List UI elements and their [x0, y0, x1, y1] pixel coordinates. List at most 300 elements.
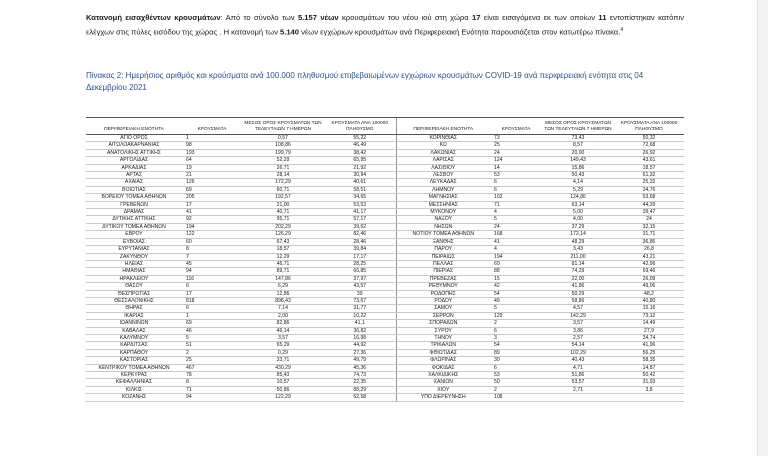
cell-cases-left: 64 [182, 157, 242, 164]
cell-cases-right: 24 [490, 149, 542, 156]
cell-cases-left: 25 [182, 357, 242, 364]
intro-paragraph [86, 11, 684, 39]
table-row [86, 320, 684, 327]
cell-avg-right: 4,57 [542, 305, 614, 312]
cell-per100k-right: 14,49 [614, 320, 684, 327]
cell-per100k-right: 15,16 [614, 305, 684, 312]
cell-cases-right: 5 [490, 216, 542, 223]
imported-cases: 17 [471, 13, 481, 22]
cell-region-right: ΧΙΟΥ [396, 386, 490, 393]
cell-avg-left: 6,29 [242, 283, 324, 290]
cell-cases-left: 94 [182, 268, 242, 275]
table-row [86, 246, 684, 253]
cell-avg-left: 199,79 [242, 149, 324, 156]
total-new-cases: 5.157 νέων [297, 13, 339, 22]
table-row [86, 283, 684, 290]
cell-region-right: ΚΩ [396, 142, 490, 149]
cell-per100k-left: 66,85 [324, 268, 396, 275]
cell-cases-right: 73 [490, 135, 542, 142]
cell-region-left: ΖΑΚΥΝΘΟΥ [86, 253, 182, 260]
cell-avg-left: 108,86 [242, 142, 324, 149]
cell-cases-left: 17 [182, 201, 242, 208]
cell-per100k-right: 27,9 [614, 327, 684, 334]
cell-avg-left: 2,00 [242, 312, 324, 319]
cell-cases-left: 6 [182, 283, 242, 290]
table-row [86, 349, 684, 356]
cell-cases-left: 194 [182, 223, 242, 230]
header-cases-right: ΚΡΟΥΣΜΑΤΑ [490, 118, 542, 135]
cell-avg-left: 7,14 [242, 305, 324, 312]
cell-avg-right: 54,14 [542, 342, 614, 349]
cell-per100k-right: 41,96 [614, 342, 684, 349]
cell-region-right: ΧΑΝΙΩΝ [396, 379, 490, 386]
intro-text-3: είναι εισαγόμενα εκ των οποίων [480, 13, 599, 22]
intro-text-2: κρουσμάτων του νέου ιού στη χώρα [338, 13, 472, 22]
table-row [86, 290, 684, 297]
cell-per100k-right: 61,32 [614, 172, 684, 179]
cell-cases-right: 6 [490, 186, 542, 193]
cell-region-left: ΚΕΦΑΛΛΗΝΙΑΣ [86, 379, 182, 386]
cell-per100k-left: 34,65 [324, 194, 396, 201]
cell-region-left: ΔΥΤΙΚΗΣ ΑΤΤΙΚΗΣ [86, 216, 182, 223]
cell-avg-right: 142,29 [542, 312, 614, 319]
cell-region-left: ΑΡΤΑΣ [86, 172, 182, 179]
cell-region-right: ΤΡΙΚΑΛΩΝ [396, 342, 490, 349]
header-per100k-left: ΚΡΟΥΣΜΑΤΑ ΑΝΑ 100000 ΠΛΗΘΥΣΜΟ [324, 118, 396, 135]
header-avg-left: ΜΕΣΟΣ ΟΡΟΣ ΚΡΟΥΣΜΑΤΩΝ ΤΩΝ ΤΕΛΕΥΤΑΙΩΝ 7 ΗΜΕΡΩΝ [242, 118, 324, 135]
cell-per100k-left: 43,57 [324, 283, 396, 290]
cell-region-left: ΚΕΡΚΥΡΑΣ [86, 372, 182, 379]
cell-region-right: ΠΙΕΡΙΑΣ [396, 268, 490, 275]
cell-cases-right: 108 [490, 394, 542, 401]
header-avg-right: ΜΕΣΟΣ ΟΡΟΣ ΚΡΟΥΣΜΑΤΩΝ ΤΩΝ ΤΕΛΕΥΤΑΙΩΝ 7 ΗΜΕΡΩΝ [542, 118, 614, 135]
cell-avg-right: 50,43 [542, 172, 614, 179]
cell-avg-right: 3,43 [542, 246, 614, 253]
cell-avg-right [542, 394, 614, 401]
cell-per100k-right: 32,15 [614, 223, 684, 230]
cell-per100k-left: 36,82 [324, 327, 396, 334]
cell-avg-right: 172,14 [542, 231, 614, 238]
cell-region-left: ΒΟΡΕΙΟΥ ΤΟΜΕΑ ΑΘΗΝΩΝ [86, 194, 182, 201]
cell-per100k-left: 41,1 [324, 320, 396, 327]
cell-per100k-right: 50,42 [614, 372, 684, 379]
cell-avg-left: 12,86 [242, 290, 324, 297]
intro-text-4: εντοπίστηκαν κατόπιν ελέγχων στις πύλες εισόδου της χώρας . Η κατανομή των [86, 13, 685, 37]
cell-region-left: ΘΑΣΟΥ [86, 283, 182, 290]
cell-per100k-right: 43,21 [614, 253, 684, 260]
cell-per100k-right: 18,57 [614, 164, 684, 171]
cell-cases-right: 71 [490, 201, 542, 208]
table-row [86, 135, 684, 142]
cell-per100k-right: 26,8 [614, 246, 684, 253]
table-row [86, 238, 684, 245]
header-region-left: ΠΕΡΙΦΕΡΕΙΑΚΗ ΕΝΟΤΗΤΑ [86, 118, 182, 135]
cell-per100k-right: 72,68 [614, 142, 684, 149]
cell-per100k-left: 30,94 [324, 172, 396, 179]
cell-avg-right: 5,29 [542, 186, 614, 193]
cell-per100k-left: 31,77 [324, 305, 396, 312]
cell-region-left: ΗΡΑΚΛΕΙΟΥ [86, 275, 182, 282]
cell-per100k-left: 21,92 [324, 164, 396, 171]
cell-cases-left: 21 [182, 172, 242, 179]
cell-cases-right: 2 [490, 320, 542, 327]
cell-region-right: ΣΠΟΡΑΔΩΝ [396, 320, 490, 327]
cell-avg-left: 50,86 [242, 386, 324, 393]
cell-cases-right: 4 [490, 209, 542, 216]
cell-per100k-left: 57,17 [324, 216, 396, 223]
cell-cases-left: 45 [182, 260, 242, 267]
cell-per100k-right: 43,61 [614, 157, 684, 164]
cell-avg-right: 15,86 [542, 164, 614, 171]
cell-per100k-right: 40,80 [614, 297, 684, 304]
cell-per100k-left: 38,42 [324, 149, 396, 156]
table-row [86, 357, 684, 364]
cell-region-left: ΔΡΑΜΑΣ [86, 209, 182, 216]
scrollbar[interactable] [757, 0, 768, 456]
cell-cases-right: 194 [490, 253, 542, 260]
header-per100k-right: ΚΡΟΥΣΜΑΤΑ ΑΝΑ 100000 ΠΛΗΘΥΣΜΟ [614, 118, 684, 135]
cell-cases-right: 54 [490, 342, 542, 349]
cell-per100k-left: 82,46 [324, 231, 396, 238]
cell-per100k-left: 44,92 [324, 342, 396, 349]
cell-per100k-right: 73,12 [614, 312, 684, 319]
table-row [86, 275, 684, 282]
cell-region-right: ΜΑΓΝΗΣΙΑΣ [396, 194, 490, 201]
table-body [86, 135, 684, 402]
cell-region-right: ΠΕΙΡΑΙΩΣ [396, 253, 490, 260]
cell-region-left: ΚΟΖΑΝΗΣ [86, 394, 182, 401]
cell-per100k-left: 41,17 [324, 209, 396, 216]
cell-cases-left: 51 [182, 342, 242, 349]
cell-cases-right: 3 [490, 334, 542, 341]
cell-avg-right: 58,86 [542, 297, 614, 304]
cell-cases-left: 69 [182, 320, 242, 327]
cell-cases-right: 41 [490, 238, 542, 245]
cell-region-left: ΑΡΚΑΔΙΑΣ [86, 164, 182, 171]
cell-avg-right: 3,86 [542, 327, 614, 334]
cell-per100k-right: 69,46 [614, 268, 684, 275]
cell-region-left: ΗΛΕΙΑΣ [86, 260, 182, 267]
cell-region-right: ΠΕΛΛΑΣ [396, 260, 490, 267]
cell-per100k-left: 27,36 [324, 349, 396, 356]
table-row [86, 201, 684, 208]
cell-per100k-right: 39,47 [614, 209, 684, 216]
table-row [86, 216, 684, 223]
cell-per100k-right: 36,86 [614, 238, 684, 245]
cell-per100k-left: 45,36 [324, 364, 396, 371]
header-cases-left: ΚΡΟΥΣΜΑΤΑ [182, 118, 242, 135]
cell-per100k-left: 88,29 [324, 386, 396, 393]
cell-cases-right: 49 [490, 297, 542, 304]
cell-cases-right: 4 [490, 246, 542, 253]
cell-cases-left: 1 [182, 312, 242, 319]
cases-table [86, 118, 684, 402]
cell-avg-right: 3,57 [542, 320, 614, 327]
cell-per100k-right: 26,09 [614, 275, 684, 282]
intro-text-1: : Από το σύνολο των [220, 13, 298, 22]
intro-text-5: νέων εγχώριων κρουσμάτων ανά Περιφερειακή Ενότητα παρουσιάζεται στον κατωτέρω πίνακα. [299, 27, 621, 37]
table-row [86, 394, 684, 401]
table-caption: Πίνακας 2: Ημερήσιος αριθμός και κρούσματα ανά 100.000 πληθυσμού επιβεβαιωμένων εγχώριων κρουσμάτων COVID-19 ανά περιφερειακή ενότητα στις 04 Δεκεμβρίου 2021 [86, 71, 644, 92]
cell-per100k-left: 28,46 [324, 238, 396, 245]
cell-cases-right: 89 [490, 349, 542, 356]
header-region-right: ΠΕΡΙΦΕΡΕΙΑΚΗ ΕΝΟΤΗΤΑ [396, 118, 490, 135]
cell-per100k-left: 55,22 [324, 135, 396, 142]
table-row [86, 334, 684, 341]
cell-region-right: ΝΗΣΩΝ [396, 223, 490, 230]
cell-per100k-left: 53,53 [324, 201, 396, 208]
table-row [86, 253, 684, 260]
cell-avg-left: 21,00 [242, 201, 324, 208]
cell-cases-left: 19 [182, 164, 242, 171]
table-row [86, 179, 684, 186]
cell-per100k-left: 74,73 [324, 372, 396, 379]
cell-cases-right: 124 [490, 157, 542, 164]
table-row [86, 223, 684, 230]
cell-avg-left: 28,14 [242, 172, 324, 179]
cell-avg-right: 20,00 [542, 149, 614, 156]
cell-avg-right: 37,29 [542, 223, 614, 230]
cell-per100k-left: 40,61 [324, 179, 396, 186]
cell-avg-left: 89,71 [242, 268, 324, 275]
cell-avg-left: 18,57 [242, 246, 324, 253]
cell-per100k-right: 56,25 [614, 349, 684, 356]
cell-avg-right: 149,43 [542, 157, 614, 164]
table-row [86, 209, 684, 216]
cell-cases-left: 8 [182, 379, 242, 386]
cell-region-right: ΦΩΚΙΔΑΣ [396, 364, 490, 371]
cell-region-right: ΛΑΡΙΣΑΣ [396, 157, 490, 164]
cell-per100k-right: 34,76 [614, 186, 684, 193]
table-row [86, 268, 684, 275]
cell-cases-left: 6 [182, 305, 242, 312]
table-row [86, 186, 684, 193]
cell-cases-right: 5 [490, 305, 542, 312]
cell-cases-left: 818 [182, 297, 242, 304]
cell-avg-right: 48,29 [542, 238, 614, 245]
cell-per100k-left: 39 [324, 290, 396, 297]
cell-cases-right: 50 [490, 379, 542, 386]
cell-region-right: ΝΑΞΟΥ [396, 216, 490, 223]
cell-per100k-left: 39,62 [324, 223, 396, 230]
cell-cases-right: 15 [490, 275, 542, 282]
cell-region-right: ΡΟΔΟΠΗΣ [396, 290, 490, 297]
cell-avg-right: 124,86 [542, 194, 614, 201]
table-row [86, 342, 684, 349]
cell-per100k-right: 42,96 [614, 260, 684, 267]
cell-avg-left: 60,71 [242, 186, 324, 193]
cell-per100k-left: 22,35 [324, 379, 396, 386]
cell-avg-right: 41,86 [542, 283, 614, 290]
cell-region-left: ΗΜΑΘΙΑΣ [86, 268, 182, 275]
cell-avg-left: 3,57 [242, 334, 324, 341]
cell-avg-left: 122,29 [242, 394, 324, 401]
cell-cases-left: 2 [182, 349, 242, 356]
cell-per100k-left: 58,51 [324, 186, 396, 193]
table-row [86, 379, 684, 386]
table-row [86, 364, 684, 371]
cell-per100k-right: 53,68 [614, 194, 684, 201]
cell-avg-left: 192,57 [242, 194, 324, 201]
cell-cases-right: 24 [490, 223, 542, 230]
cell-region-left: ΑΧΑΪΑΣ [86, 179, 182, 186]
cell-region-right: ΡΟΔΟΥ [396, 297, 490, 304]
cell-per100k-left: 39,84 [324, 246, 396, 253]
cell-region-right: ΡΕΘΥΜΝΟΥ [396, 283, 490, 290]
cell-cases-right: 60 [490, 260, 542, 267]
table-row [86, 372, 684, 379]
cell-region-left: ΕΥΡΥΤΑΝΙΑΣ [86, 246, 182, 253]
cell-avg-left: 40,71 [242, 209, 324, 216]
table-row [86, 312, 684, 319]
cell-region-right: ΣΕΡΡΩΝ [396, 312, 490, 319]
cell-per100k-left: 49,79 [324, 357, 396, 364]
cell-avg-left: 95,71 [242, 216, 324, 223]
cell-avg-left: 147,86 [242, 275, 324, 282]
cell-cases-left: 98 [182, 142, 242, 149]
cell-avg-right: 2,57 [542, 334, 614, 341]
cell-per100k-right: 31,93 [614, 379, 684, 386]
cell-cases-left: 122 [182, 231, 242, 238]
cell-cases-left: 94 [182, 394, 242, 401]
cell-per100k-right: 48,2 [614, 290, 684, 297]
cell-region-right: ΧΑΛΚΙΔΙΚΗΣ [396, 372, 490, 379]
cell-region-right: ΞΑΝΘΗΣ [396, 238, 490, 245]
table-row [86, 164, 684, 171]
cell-cases-left: 78 [182, 372, 242, 379]
cell-cases-right: 30 [490, 357, 542, 364]
cell-per100k-left: 46,49 [324, 142, 396, 149]
cell-per100k-right: 24 [614, 216, 684, 223]
table-row [86, 172, 684, 179]
cell-region-left: ΕΒΡΟΥ [86, 231, 182, 238]
cell-per100k-right: 25,32 [614, 179, 684, 186]
cell-region-right: ΣΑΜΟΥ [396, 305, 490, 312]
cell-region-right: ΦΛΩΡΙΝΑΣ [396, 357, 490, 364]
cell-avg-left: 430,29 [242, 364, 324, 371]
cell-region-left: ΚΑΛΥΜΝΟΥ [86, 334, 182, 341]
cell-avg-left: 33,71 [242, 357, 324, 364]
cell-region-left: ΘΗΡΑΣ [86, 305, 182, 312]
cell-cases-left: 116 [182, 275, 242, 282]
table-row [86, 149, 684, 156]
cell-avg-right: 22,00 [542, 275, 614, 282]
cell-avg-left: 85,43 [242, 372, 324, 379]
cell-avg-right: 4,14 [542, 179, 614, 186]
cell-region-right: ΝΟΤΙΟΥ ΤΟΜΕΑ ΑΘΗΝΩΝ [396, 231, 490, 238]
cell-per100k-left: 17,17 [324, 253, 396, 260]
cell-avg-right: 4,71 [542, 364, 614, 371]
cell-avg-left: 202,29 [242, 223, 324, 230]
cell-avg-left: 52,29 [242, 157, 324, 164]
cell-per100k-right: 50,32 [614, 135, 684, 142]
cell-avg-right: 73,43 [542, 135, 614, 142]
cell-cases-left: 92 [182, 216, 242, 223]
cell-avg-right: 211,00 [542, 253, 614, 260]
cell-region-left: ΚΑΡΔΙΤΣΑΣ [86, 342, 182, 349]
cell-region-right: ΛΕΣΒΟΥ [396, 172, 490, 179]
cell-region-right: ΤΗΝΟΥ [396, 334, 490, 341]
intro-title: Κατανομή εισαχθέντων κρουσμάτων [86, 13, 221, 22]
cell-per100k-right: 34,74 [614, 334, 684, 341]
cell-region-left: ΓΡΕΒΕΝΩΝ [86, 201, 182, 208]
cell-per100k-left: 73,67 [324, 297, 396, 304]
cell-region-left: ΒΟΙΩΤΙΑΣ [86, 186, 182, 193]
table-row [86, 305, 684, 312]
cell-region-right: ΜΕΣΣΗΝΙΑΣ [396, 201, 490, 208]
cell-avg-left: 898,43 [242, 297, 324, 304]
cell-region-right: ΣΥΡΟΥ [396, 327, 490, 334]
table-row [86, 194, 684, 201]
cell-avg-left: 10,57 [242, 379, 324, 386]
cell-avg-right: 5,00 [542, 209, 614, 216]
cell-cases-left: 1 [182, 135, 242, 142]
cell-cases-left: 69 [182, 186, 242, 193]
cell-region-right: ΚΟΡΙΝΘΙΑΣ [396, 135, 490, 142]
cell-avg-left: 0,29 [242, 349, 324, 356]
cell-per100k-right: 44,39 [614, 201, 684, 208]
cell-cases-right: 6 [490, 327, 542, 334]
cell-region-right: ΜΥΚΟΝΟΥ [396, 209, 490, 216]
cell-region-right: ΦΘΙΩΤΙΔΑΣ [396, 349, 490, 356]
cell-cases-right: 129 [490, 312, 542, 319]
cell-cases-left: 60 [182, 238, 242, 245]
cell-region-left: ΘΕΣΣΑΛΟΝΙΚΗΣ [86, 297, 182, 304]
cell-cases-right: 2 [490, 386, 542, 393]
cell-cases-right: 6 [490, 364, 542, 371]
cell-cases-right: 42 [490, 283, 542, 290]
cell-avg-right: 2,71 [542, 386, 614, 393]
cell-per100k-right: 3,8 [614, 386, 684, 393]
table-row [86, 260, 684, 267]
cell-avg-right: 53,57 [542, 379, 614, 386]
cases-table-container [86, 117, 684, 402]
table-row [86, 386, 684, 393]
cell-region-left: ΑΝΑΤΟΛΙΚΗΣ ΑΤΤΙΚΗΣ [86, 149, 182, 156]
table-row [86, 297, 684, 304]
cell-region-left: ΕΥΒΟΙΑΣ [86, 238, 182, 245]
cell-region-left: ΙΚΑΡΙΑΣ [86, 312, 182, 319]
cell-cases-left: 5 [182, 334, 242, 341]
cell-region-left: ΚΕΝΤΡΙΚΟΥ ΤΟΜΕΑ ΑΘΗΝΩΝ [86, 364, 182, 371]
cell-cases-right: 25 [490, 142, 542, 149]
cell-per100k-right: 14,87 [614, 364, 684, 371]
cell-cases-left: 17 [182, 290, 242, 297]
cell-avg-left: 67,43 [242, 238, 324, 245]
cell-per100k-right: 58,35 [614, 357, 684, 364]
cell-per100k-right: 31,71 [614, 231, 684, 238]
cell-per100k-left: 37,97 [324, 275, 396, 282]
cell-cases-left: 71 [182, 386, 242, 393]
cell-cases-left: 46 [182, 327, 242, 334]
cell-cases-right: 168 [490, 231, 542, 238]
table-row [86, 142, 684, 149]
cell-cases-left: 467 [182, 364, 242, 371]
cell-region-right: ΠΑΡΟΥ [396, 246, 490, 253]
cell-cases-left: 126 [182, 179, 242, 186]
table-header-row [86, 118, 684, 135]
cell-region-left: ΑΓΙΟ ΟΡΟΣ [86, 135, 182, 142]
cell-per100k-left: 28,25 [324, 260, 396, 267]
table-row [86, 157, 684, 164]
cell-cases-left: 7 [182, 253, 242, 260]
local-new-cases: 5.140 [280, 27, 300, 37]
table-row [86, 327, 684, 334]
border-cases: 11 [598, 13, 607, 22]
cell-avg-left: 126,29 [242, 231, 324, 238]
cell-region-left: ΘΕΣΠΡΩΤΙΑΣ [86, 290, 182, 297]
cell-cases-right: 54 [490, 290, 542, 297]
